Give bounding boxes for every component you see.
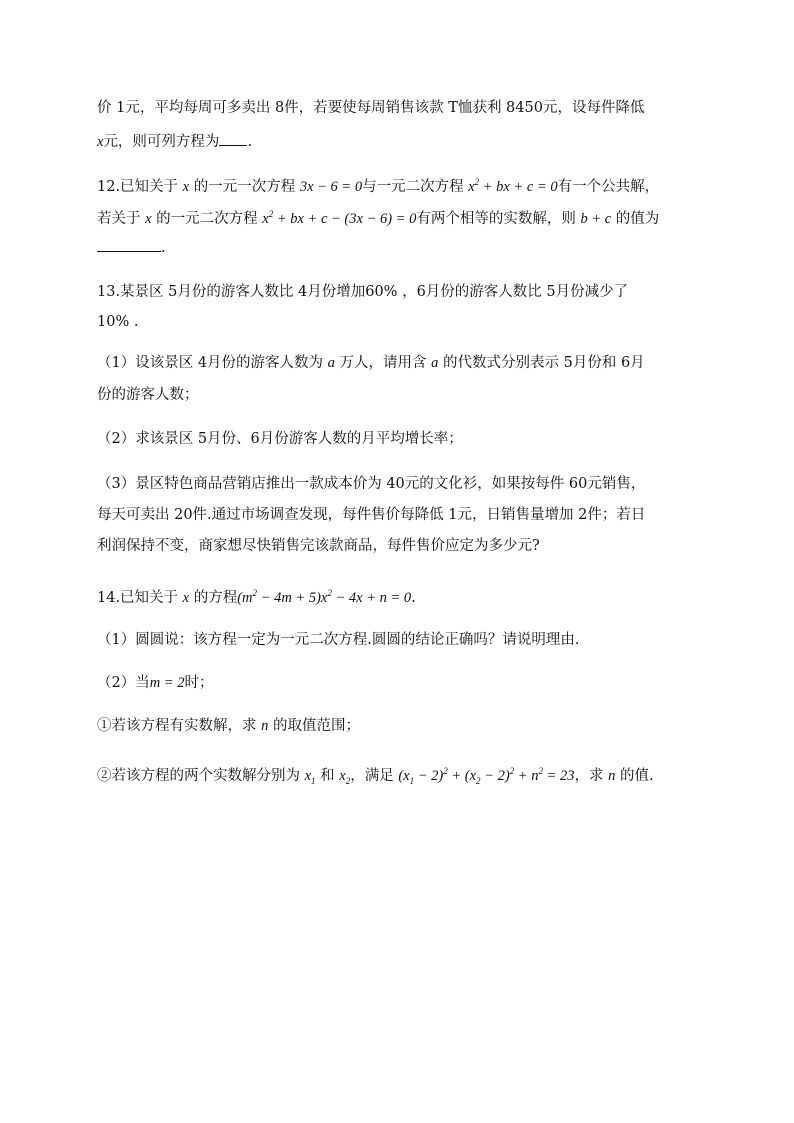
q14-p2-text-a: （2）当	[97, 675, 150, 691]
q12-text-h: 的值为	[611, 210, 660, 227]
q14-s2-text-a: ②若该方程的两个实数解分别为	[97, 767, 305, 784]
q12-text-e: 若关于	[97, 210, 146, 227]
q13-part1-line1	[97, 354, 794, 372]
q14-x2	[339, 768, 350, 784]
q14-x1	[305, 768, 316, 784]
q11-line1	[97, 99, 794, 117]
var-x: x	[403, 767, 410, 784]
q14-part1	[97, 631, 794, 649]
superscript: 2	[509, 766, 515, 776]
q13-p1-text-b: 万人，请用含	[334, 355, 432, 371]
q14-s2-text-b: ，满足	[350, 767, 399, 784]
q13-text2: 10% .	[97, 314, 139, 330]
var-x: x	[469, 767, 477, 784]
q14-condition-equation: $(x_1 - 2)^2 + (x_2 - 2)^2 + n^2 = 23$	[398, 766, 575, 786]
q13-line2	[97, 313, 794, 331]
q12-eq2-rest: + bx + c = 0	[479, 178, 558, 195]
q11-text: 价 1元，平均每周可多卖出 8件，若要使每周销售该款 T恤获利 8450元，设每件降低	[97, 100, 645, 116]
superscript: 2	[327, 588, 332, 598]
q14-var-n: n	[261, 718, 269, 734]
q14-p2-text-b: 时；	[184, 675, 214, 691]
q13-p3-text-a: （3）景区特色商品营销店推出一款成本价为 40元的文化衫，如果按每件 60元销售，	[97, 476, 646, 492]
q12-text-f: 的一元二次方程	[151, 210, 263, 227]
q13-p3-text-c: 利润保持不变，商家想尽快销售完该款商品，每件售价应定为多少元?	[97, 538, 540, 554]
q14-s1-text-a: ①若该方程有实数解，求	[97, 718, 262, 734]
q12-eq2-x: x	[468, 178, 475, 195]
q14-sub2	[97, 762, 794, 790]
q11-text2: 元，则可列方程为	[103, 134, 220, 150]
subscript: 1	[409, 775, 415, 786]
q14-p1-text: （1）圆圆说：该方程一定为一元二次方程.圆圆的结论正确吗？请说明理由.	[97, 632, 580, 648]
q14-text-a: 14.已知关于	[97, 589, 183, 606]
q14-line1	[97, 584, 794, 607]
q14-period: .	[411, 589, 416, 606]
q12-var-x: x	[145, 210, 152, 227]
answer-blank	[219, 131, 247, 146]
q12-equation-4: b + c	[580, 210, 612, 227]
q12-line2	[97, 205, 794, 228]
q13-p1-text-d: 份的游客人数；	[97, 387, 199, 403]
q12-text-g: 有两个相等的实数解，则	[416, 210, 581, 227]
q13-part3-line2	[97, 506, 794, 524]
q14-var-x: x	[182, 589, 190, 606]
q14-eq-part-a: (m	[237, 589, 253, 606]
q13-part2	[97, 430, 794, 448]
q14-part2	[97, 674, 794, 692]
q12-text-c: 与一元二次方程	[362, 178, 469, 195]
q14-s2-text-d: 的值.	[615, 767, 654, 784]
q12-eq3-rest: + bx + c − (3x − 6) = 0	[273, 210, 417, 227]
superscript: 2	[538, 766, 543, 776]
subscript: 2	[476, 775, 481, 786]
var-x: x	[339, 767, 346, 784]
answer-blank	[97, 237, 161, 252]
q14-text-b: 的方程	[189, 589, 238, 606]
q14-s1-text-b: 的取值范围；	[268, 718, 360, 734]
subscript: 1	[311, 775, 316, 786]
q13-p3-text-b: 每天可卖出 20件.通过市场调查发现，每件售价每降低 1元，日销售量增加 2件；若日	[97, 507, 646, 523]
subscript: 2	[345, 775, 351, 786]
q14-s2-text-c: ，求	[574, 767, 609, 784]
q12-equation-1: 3x − 6 = 0	[299, 178, 363, 195]
q12-period: .	[161, 240, 166, 256]
q11-var-x: x	[97, 134, 104, 150]
q13-var-a2: a	[431, 355, 439, 371]
q14-s2-and: 和	[315, 767, 340, 784]
q13-p1-text-a: （1）设该景区 4月份的游客人数为	[97, 355, 328, 371]
superscript: 2	[252, 588, 258, 598]
q13-var-a: a	[327, 355, 335, 371]
q12-line3	[97, 237, 794, 257]
q13-part3-line3	[97, 537, 794, 555]
superscript: 2	[474, 177, 480, 187]
q12-text-d: 有一个公共解，	[557, 178, 660, 195]
var-x: x	[304, 767, 312, 784]
q11-line2	[97, 131, 794, 151]
q14-var-n2: n	[608, 767, 616, 784]
q12-var-x: x	[182, 178, 190, 195]
q13-p2-text: （2）求该景区 5月份、6月份游客人数的月平均增长率；	[97, 431, 463, 447]
q13-text: 13.某景区 5月份的游客人数比 4月份增加60% ，6月份的游客人数比 5月份减少了	[97, 284, 629, 300]
q12-eq3-x: x	[262, 210, 269, 227]
q12-text-a: 12.已知关于	[97, 178, 183, 195]
q13-p1-text-c: 的代数式分别表示 5月份和 6月	[438, 355, 645, 371]
superscript: 2	[268, 209, 274, 219]
q13-part1-line2	[97, 386, 794, 404]
q12-line1	[97, 173, 794, 196]
q14-sub1	[97, 717, 794, 735]
q14-p2-equation: m = 2	[149, 675, 185, 691]
q13-part3-line1	[97, 475, 794, 493]
q14-eq-part-c: − 4x + n = 0	[331, 589, 412, 606]
var-n: n	[531, 767, 539, 784]
q11-period: .	[247, 134, 253, 150]
q12-equation-3	[262, 211, 416, 227]
q13-line1	[97, 283, 794, 301]
q14-eq-part-b: − 4m + 5)x	[257, 589, 328, 606]
superscript: 2	[443, 766, 448, 776]
q12-equation-2	[468, 179, 557, 195]
q14-equation	[237, 590, 411, 606]
q12-text-b: 的一元一次方程	[189, 178, 300, 195]
